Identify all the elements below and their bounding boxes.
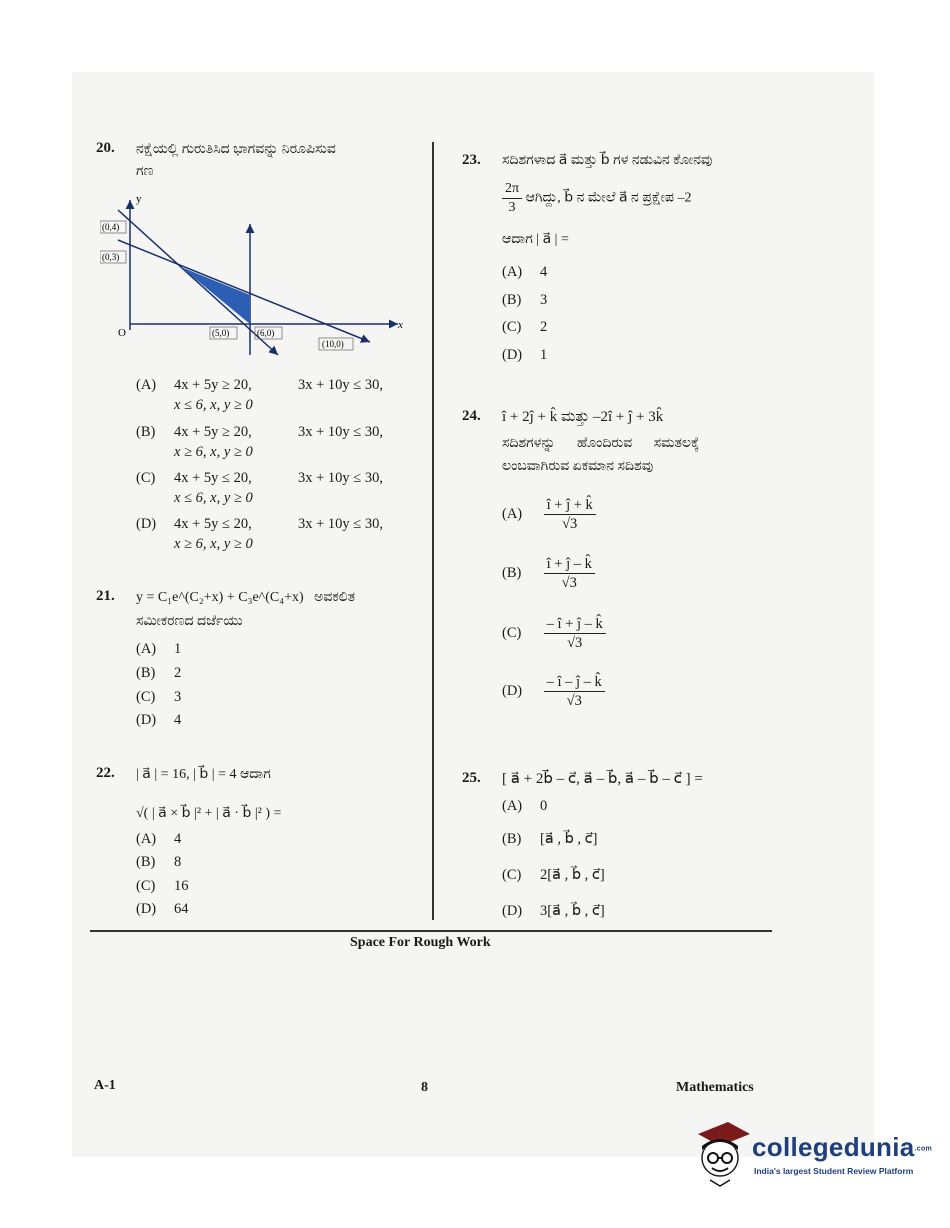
q25-option-c[interactable]: (C) 2[a⃗ , b⃗ , c⃗] (502, 867, 605, 883)
q21-option-a[interactable]: (A) 1 (136, 641, 182, 657)
point-0-3: (0,3) (102, 252, 120, 262)
q24-option-a[interactable]: (A) $\frac{î + ĵ + k̂}{√3}$ (502, 496, 596, 533)
q20-text-line2: ಗಣ (136, 164, 154, 179)
rough-work-label: Space For Rough Work (350, 935, 491, 950)
point-0-4: (0,4) (102, 222, 120, 232)
q20-option-b[interactable]: (B) 4x + 5y ≥ 20, 3x + 10y ≤ 30, (136, 424, 384, 440)
q20-option-d-line2: x ≥ 6, x, y ≥ 0 (174, 536, 253, 552)
collegedunia-logo[interactable] (690, 1120, 933, 1190)
q20-option-b-line2: x ≥ 6, x, y ≥ 0 (174, 444, 253, 460)
line-3x-10y-30 (118, 240, 370, 342)
q20-option-c[interactable]: (C) 4x + 5y ≤ 20, 3x + 10y ≤ 30, (136, 470, 384, 486)
q21-number: 21. (96, 588, 115, 604)
q20-option-d[interactable]: (D) 4x + 5y ≤ 20, 3x + 10y ≤ 30, (136, 516, 384, 532)
logo-wordmark: collegedunia.com (752, 1132, 933, 1162)
q22-text-line1: | a⃗ | = 16, | b⃗ | = 4 ಆದಾಗ (136, 767, 271, 782)
q24-text-line2: ಸದಿಶಗಳನ್ನು ಹೊಂದಿರುವ ಸಮತಲಕ್ಕೆ (502, 436, 700, 451)
column-divider (432, 142, 434, 920)
subject-label: Mathematics (676, 1080, 754, 1095)
q20-option-a[interactable]: (A) 4x + 5y ≥ 20, 3x + 10y ≤ 30, (136, 377, 384, 393)
point-10-0: (10,0) (322, 339, 344, 349)
q20-option-c-line2: x ≤ 6, x, y ≥ 0 (174, 490, 253, 506)
q21-option-d[interactable]: (D) 4 (136, 712, 182, 728)
q22-text-line2: √( | a⃗ × b⃗ |² + | a⃗ · b⃗ |² ) = (136, 806, 282, 821)
q23-text-line2: $\frac{2\pi}{3}$ ಆಗಿದ್ದು, b⃗ ನ ಮೇಲೆ a⃗ ನ ಪ್ರಕ್ಷೇಪ –2 (502, 180, 691, 217)
q24-option-d[interactable]: (D) $\frac{- î - ĵ - k̂}{√3}$ (502, 673, 605, 710)
q20-graph (100, 190, 420, 365)
q22-option-a[interactable]: (A) 4 (136, 831, 182, 847)
q23-option-b[interactable]: (B) 3 (502, 292, 548, 308)
page-number: 8 (421, 1080, 428, 1095)
x-axis-label: x (398, 319, 403, 331)
q20-text-line1: ನಕ್ಷೆಯಲ್ಲಿ ಗುರುತಿಸಿದ ಭಾಗವನ್ನು ನಿರೂಪಿಸುವ (136, 142, 336, 157)
q24-option-b[interactable]: (B) $\frac{î + ĵ - k̂}{√3}$ (502, 555, 595, 592)
q23-number: 23. (462, 152, 481, 168)
q21-equation: y = C₁e^(C₂+x) + C₃e^(C₄+x) ಅವಕಲಿತ (136, 590, 356, 605)
q24-text-line3: ಲಂಬವಾಗಿರುವ ಏಕಮಾನ ಸದಿಶವು (502, 459, 654, 474)
q24-option-c[interactable]: (C) $\frac{- î + ĵ - k̂}{√3}$ (502, 615, 606, 652)
point-5-0: (5,0) (212, 328, 230, 338)
q24-text-line1: î + 2ĵ + k̂ ಮತ್ತು –2î + ĵ + 3k̂ (502, 409, 664, 425)
q21-option-c[interactable]: (C) 3 (136, 689, 182, 705)
origin-label: O (118, 327, 126, 339)
q23-option-a[interactable]: (A) 4 (502, 264, 548, 280)
y-axis-label: y (136, 193, 142, 205)
q21-option-b[interactable]: (B) 2 (136, 665, 182, 681)
rough-work-divider (90, 930, 772, 932)
point-6-0: (6,0) (257, 328, 275, 338)
q23-option-d[interactable]: (D) 1 (502, 347, 548, 363)
q25-option-b[interactable]: (B) [a⃗ , b⃗ , c⃗] (502, 831, 598, 847)
q22-option-b[interactable]: (B) 8 (136, 854, 182, 870)
q22-option-c[interactable]: (C) 16 (136, 878, 189, 894)
q25-option-d[interactable]: (D) 3[a⃗ , b⃗ , c⃗] (502, 903, 605, 919)
q23-angle-fraction: $\frac{2\pi}{3}$ (502, 180, 522, 217)
line-4x-5y-20 (118, 210, 278, 355)
q21-text-line2: ಸಮೀಕರಣದ ದರ್ಜೆಯು (136, 614, 243, 629)
q23-option-c[interactable]: (C) 2 (502, 319, 548, 335)
paper-code: A-1 (94, 1078, 116, 1093)
q24-number: 24. (462, 408, 481, 424)
q25-number: 25. (462, 770, 481, 786)
q25-option-a[interactable]: (A) 0 (502, 798, 548, 814)
q25-text: [ a⃗ + 2b⃗ – c⃗, a⃗ – b⃗, a⃗ – b⃗ – c⃗ ] = (502, 771, 703, 787)
logo-tagline: India's largest Student Review Platform (754, 1166, 914, 1176)
q22-number: 22. (96, 765, 115, 781)
graduate-mascot-icon (690, 1120, 750, 1190)
q20-option-a-line2: x ≤ 6, x, y ≥ 0 (174, 397, 253, 413)
q22-option-d[interactable]: (D) 64 (136, 901, 189, 917)
q23-text-line1: ಸದಿಶಗಳಾದ a⃗ ಮತ್ತು b⃗ ಗಳ ನಡುವಿನ ಕೋನವು (502, 153, 713, 168)
shaded-region (181, 267, 250, 324)
q23-text-line3: ಆದಾಗ | a⃗ | = (502, 232, 569, 247)
q20-number: 20. (96, 140, 115, 156)
